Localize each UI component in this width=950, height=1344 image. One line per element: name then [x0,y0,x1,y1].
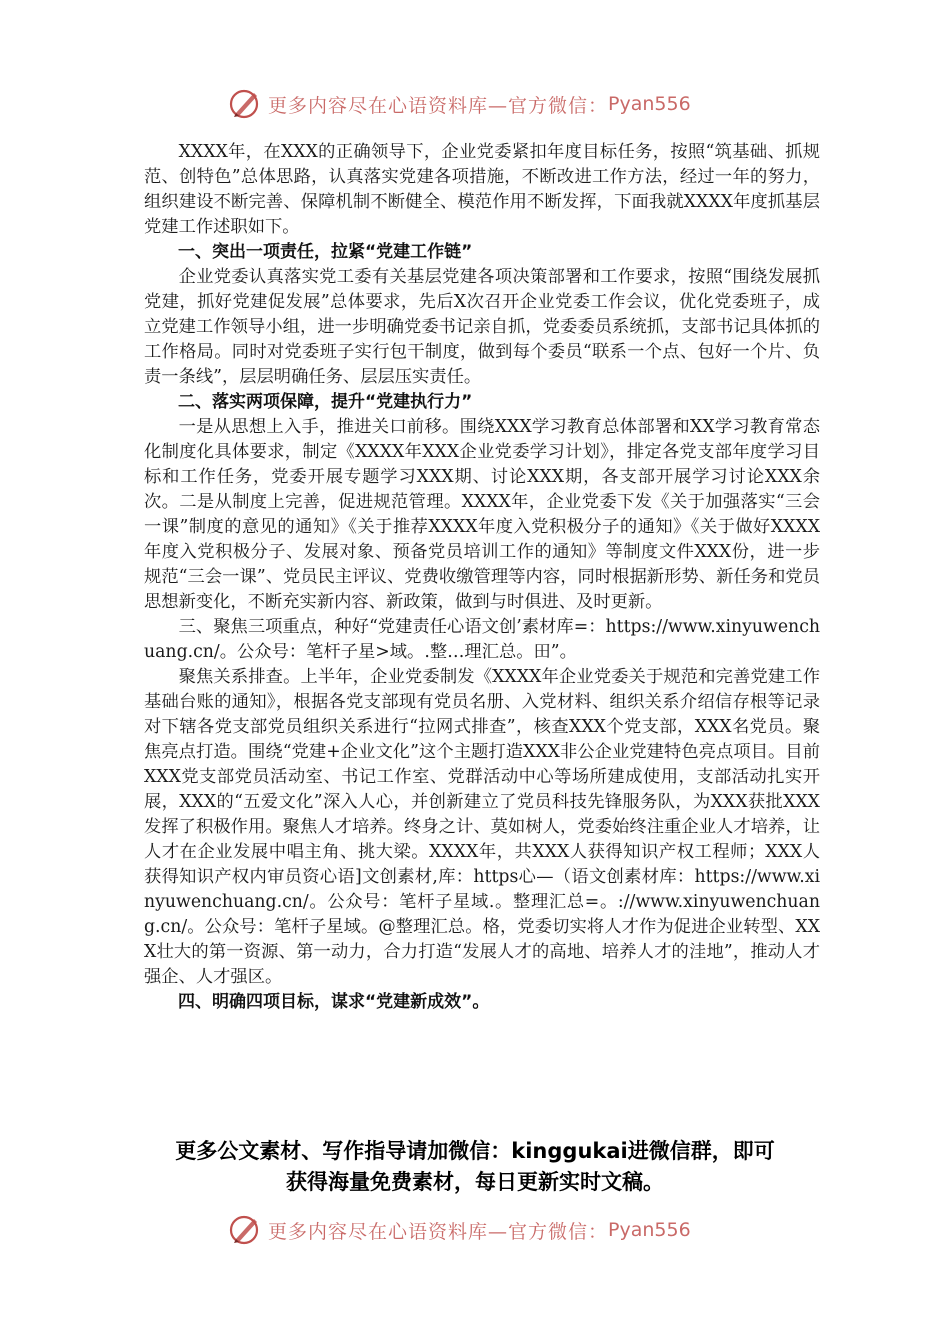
banner-wechat-id: Pyan556 [608,1219,691,1241]
footer-note-line-2: 获得海量免费素材，每日更新实时文稿。 [286,1170,664,1194]
footer-note-line-1: 更多公文素材、写作指导请加微信：kinggukai进微信群，即可 [175,1139,775,1163]
section-heading-4: 四、明确四项目标，谋求“党建新成效”。 [178,992,490,1012]
footer-promo-note [130,1136,820,1198]
banner-text: 更多内容尽在心语资料库—官方微信： [268,1220,609,1243]
pen-logo-icon [228,87,262,121]
footer-banner [228,1208,728,1252]
intro-paragraph: XXXX年，在XXX的正确领导下，企业党委紧扣年度目标任务，按照“筑基础、抓规范、创特色”总体思路，认真落实党建各项措施，不断改进工作方法，经过一年的努力，组织建设不断完善、保障机制不断健全、模范作用不断发挥，下面我就XXXX年度抓基层党建工作述职如下。 [144,142,820,237]
header-banner [228,82,728,126]
document-body [144,140,820,1015]
section-2-paragraph: 一是从思想上入手，推进关口前移。围绕XXX学习教育总体部署和XX学习教育常态化制度化具体要求，制定《XXXX年XXX企业党委学习计划》，排定各党支部年度学习目标和工作任务，党委开展专题学习XXX期、讨论XXX期，各支部开展学习讨论XXX余次。二是从制度上完善，促进规范管理。XXXX年，企业党委下发《关于加强落实“三会一课”制度的意见的通知》《关于推荐XXXX年度入党积极分子的通知》《关于做好XXXX年度入党积极分子、发展对象、预备党员培训工作的通知》等制度文件XXX份，进一步规范“三会一课”、党员民主评议、党费收缴管理等内容，同时根据新形势、新任务和党员思想新变化，不断充实新内容、新政策，做到与时俱进、及时更新。 [144,417,820,612]
banner-text: 更多内容尽在心语资料库—官方微信： [268,94,609,117]
section-heading-2: 二、落实两项保障，提升“党建执行力” [178,392,473,412]
section-heading-1: 一、突出一项责任，拉紧“党建工作链” [178,242,473,262]
pen-logo-icon [228,1213,262,1247]
section-1-paragraph: 企业党委认真落实党工委有关基层党建各项决策部署和工作要求，按照“围绕发展抓党建，抓好党建促发展”总体要求，先后X次召开企业党委工作会议，优化党委班子，成立党建工作领导小组，进一步明确党委书记亲自抓，党委委员系统抓，支部书记具体抓的工作格局。同时对党委班子实行包干制度，做到每个委员“联系一个点、包好一个片、负责一条线”，层层明确任务、层层压实责任。 [144,267,820,387]
banner-wechat-id: Pyan556 [608,93,691,115]
section-3-paragraph: 聚焦关系排查。上半年，企业党委制发《XXXX年企业党委关于规范和完善党建工作基础台账的通知》，根据各党支部现有党员名册、入党材料、组织关系介绍信存根等记录对下辖各党支部党员组织关系进行“拉网式排查”，核查XXX个党支部，XXX名党员。聚焦亮点打造。围绕“党建+企业文化”这个主题打造XXX非公企业党建特色亮点项目。目前XXX党支部党员活动室、书记工作室、党群活动中心等场所建成使用，支部活动扎实开展，XXX的“五爱文化”深入人心，并创新建立了党员科技先锋服务队，为XXX获批XXX发挥了积极作用。聚焦人才培养。终身之计、莫如树人，党委始终注重企业人才培养，让人才在企业发展中唱主角、挑大梁。XXXX年，共XXX人获得知识产权工程师；XXX人获得知识产权内审员资心语]文创素材,库：https心—（语文创素材库：https://www.xinyuwenchuang.cn/。公众号：笔杆子星域.。整理汇总=。://www.xinyuwenchuang.cn/。公众号：笔杆子星域。@整理汇总。格，党委切实将人才作为促进企业转型、XXX壮大的第一资源、第一动力，合力打造“发展人才的高地、培养人才的洼地”，推动人才强企、人才强区。 [144,667,820,987]
section-heading-3-line: 三、聚焦三项重点，种好“党建责任心语文创’素材库=：https://www.xinyuwenchuang.cn/。公众号：笔杆子星>域。.整…理汇总。田”。 [144,617,820,662]
